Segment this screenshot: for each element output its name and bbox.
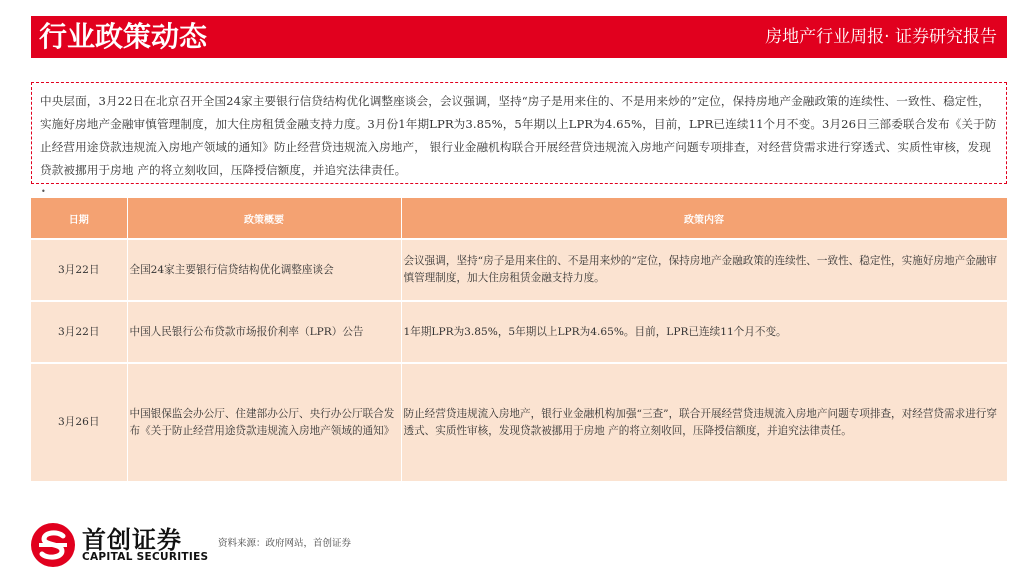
header-date: 日期 [31,198,127,239]
row-date: 3月26日 [31,363,127,481]
row-date: 3月22日 [31,239,127,301]
source-note: 资料来源：政府网站，首创证券 [218,538,352,549]
logo-english-name: CAPITAL SECURITIES [82,551,209,563]
table-row [31,363,1007,481]
row-summary: 中国人民银行公布贷款市场报价利率（LPR）公告 [127,301,401,363]
page-title: 行业政策动态 [39,20,208,53]
row-date: 3月22日 [31,301,127,363]
policy-table [31,198,1008,481]
table-row [31,301,1007,363]
row-summary: 中国银保监会办公厅、住建部办公厅、央行办公厅联合发布《关于防止经营用途贷款违规流入房地产领域的通知》 [127,363,401,481]
summary-box [31,82,1007,184]
header-bar [31,16,1007,58]
company-logo [30,520,220,570]
capital-securities-logo-icon [30,522,76,568]
table-header-row [31,198,1007,239]
header-summary: 政策概要 [127,198,401,239]
header-content: 政策内容 [401,198,1007,239]
logo-chinese-name: 首创证券 [82,526,182,554]
row-summary: 全国24家主要银行信贷结构优化调整座谈会 [127,239,401,301]
row-content: 防止经营贷违规流入房地产，银行业金融机构加强“三查”，联合开展经营贷违规流入房地产问题专项排查，对经营贷需求进行穿透式、实质性审核，发现贷款被挪用于房地 产的将立刻收回，压降授信额度，并追究法律责任。 [401,363,1007,481]
report-subtitle: 房地产行业周报· 证券研究报告 [765,27,997,47]
row-content: 1年期LPR为3.85%，5年期以上LPR为4.65%。目前，LPR已连续11个月不变。 [401,301,1007,363]
summary-text: 中央层面，3月22日在北京召开全国24家主要银行信贷结构优化调整座谈会，会议强调，坚持“房子是用来住的、不是用来炒的”定位，保持房地产金融政策的连续性、一致性、稳定性，实施好房地产金融审慎管理制度，加大住房租赁金融支持力度。3月份1年期LPR为3.85%，5年期以上LPR为4.65%，目前，LPR已连续11个月不变。3月26日三部委联合发布《关于防止经营用途贷款违规流入房地产领域的通知》防止经营贷违规流入房地产， 银行业金融机构联合开展经营贷违规流入房地产问题专项排查，对经营贷需求进行穿透式、实质性审核，发现贷款被挪用于房地 产的将立刻收回，压降授信额度，并追究法律责任。 [40,94,997,177]
table-row [31,239,1007,301]
row-content: 会议强调，坚持“房子是用来住的、不是用来炒的”定位，保持房地产金融政策的连续性、一致性、稳定性，实施好房地产金融审慎管理制度，加大住房租赁金融支持力度。 [401,239,1007,301]
bullet-dot: • [41,187,46,196]
